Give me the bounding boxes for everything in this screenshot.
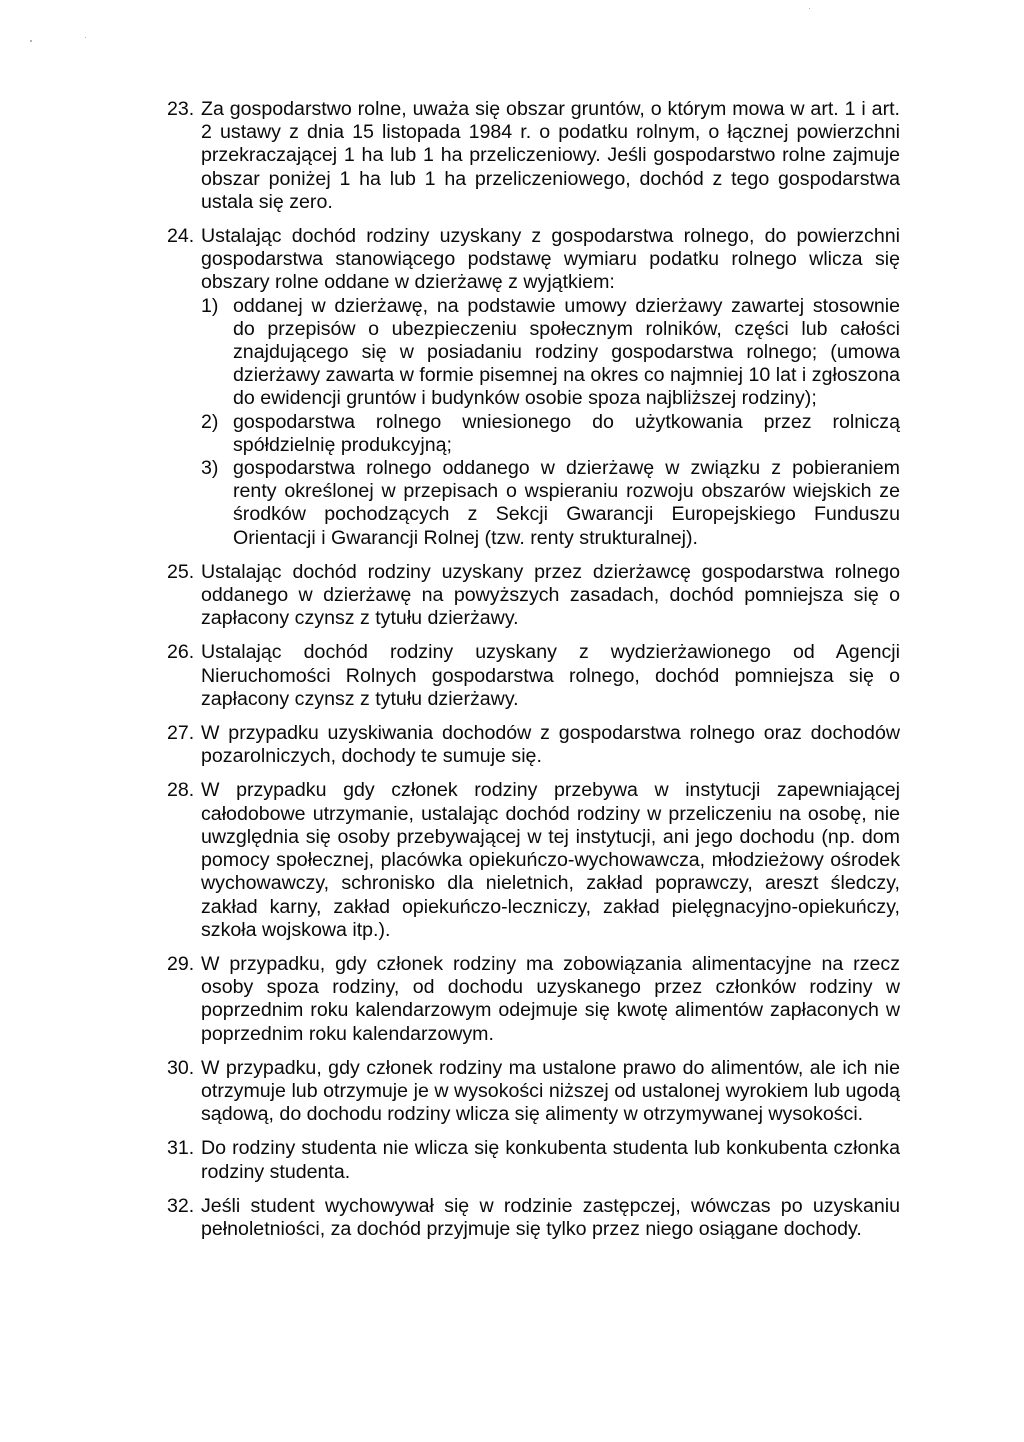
item-number: 28. xyxy=(167,779,195,802)
item-number: 26. xyxy=(167,641,195,664)
item-number: 30. xyxy=(167,1056,195,1079)
subitem-number: 2) xyxy=(201,410,219,433)
list-item-26 xyxy=(167,641,900,711)
scan-speck xyxy=(809,8,810,9)
item-text: Jeśli student wychowywał się w rodzinie zastępczej, wówczas po uzyskaniu pełnoletniości, za dochód przyjmuje się tylko przez niego osiągane dochody. xyxy=(201,1194,900,1240)
list-item-32 xyxy=(167,1195,900,1241)
item-number: 31. xyxy=(167,1137,195,1160)
list-item-23 xyxy=(167,98,900,214)
item-content xyxy=(201,225,900,550)
subitem-text: oddanej w dzierżawę, na podstawie umowy dzierżawy zawartej stosownie do przepisów o ubezpieczeniu społecznym rolników, części lub całości znajdującego się w posiadaniu rodziny gospodarstwa rolnego; (umowa dzierżawy zawarta w formie pisemnej na okres co najmniej 10 lat i zgłoszona do ewidencji gruntów i budynków osobie spoza najbliższej rodziny); xyxy=(233,294,900,410)
item-number: 24. xyxy=(167,225,195,248)
item-text: Do rodziny studenta nie wlicza się konkubenta studenta lub konkubenta członka rodziny studenta. xyxy=(201,1137,900,1183)
item-number: 32. xyxy=(167,1194,195,1217)
document-body xyxy=(167,98,900,1252)
item-text: Ustalając dochód rodziny uzyskany z gospodarstwa rolnego, do powierzchni gospodarstwa stanowiącego podstawę wymiaru podatku rolnego wlicza się obszary rolne oddane w dzierżawę z wyjątkiem: xyxy=(201,225,900,294)
sublist xyxy=(201,295,900,550)
item-text: W przypadku uzyskiwania dochodów z gospodarstwa rolnego oraz dochodów pozarolniczych, dochody te sumuje się. xyxy=(201,722,900,768)
subitem-number: 3) xyxy=(201,457,219,480)
item-text: Ustalając dochód rodziny uzyskany z wydzierżawionego od Agencji Nieruchomości Rolnych gospodarstwa rolnego, dochód pomniejsza się o zapłacony czynsz z tytułu dzierżawy. xyxy=(201,641,900,710)
item-text: W przypadku gdy członek rodziny przebywa w instytucji zapewniającej całodobowe utrzymanie, ustalając dochód rodziny w przeliczeniu na osobę, nie uwzględnia się osoby przebywającej w tej instytucji, ani jego dochodu (np. dom pomocy społecznej, placówka opiekuńczo-wychowawcza, młodzieżowy ośrodek wychowawczy, schronisko dla nieletnich, zakład poprawczy, areszt śledczy, zakład karny, zakład opiekuńczo-leczniczy, zakład pielęgnacyjno-opiekuńczy, szkoła wojskowa itp.). xyxy=(201,779,900,941)
subitem-3 xyxy=(201,457,900,550)
item-number: 29. xyxy=(167,952,195,975)
list-item-25 xyxy=(167,561,900,631)
item-number: 23. xyxy=(167,98,195,120)
item-text: W przypadku, gdy członek rodziny ma zobowiązania alimentacyjne na rzecz osoby spoza rodziny, od dochodu uzyskanego przez członków rodziny w poprzednim roku kalendarzowym odejmuje się kwotę alimentów zapłaconych w poprzednim roku kalendarzowym. xyxy=(201,952,900,1045)
subitem-text: gospodarstwa rolnego wniesionego do użytkowania przez rolniczą spółdzielnię produkcyjną; xyxy=(233,410,900,456)
subitem-1 xyxy=(201,295,900,411)
list-item-24 xyxy=(167,225,900,550)
item-number: 27. xyxy=(167,722,195,745)
item-number: 25. xyxy=(167,560,195,583)
list-item-31 xyxy=(167,1137,900,1183)
subitem-text: gospodarstwa rolnego oddanego w dzierżawę w związku z pobieraniem renty określonej w przepisach o wspieraniu rozwoju obszarów wiejskich ze środków pochodzących z Sekcji Gwarancji Europejskiego Funduszu Orientacji i Gwarancji Rolnej (tzw. renty strukturalnej). xyxy=(233,457,900,549)
subitem-2 xyxy=(201,411,900,457)
list-item-29 xyxy=(167,953,900,1046)
list-item-27 xyxy=(167,722,900,768)
list-item-30 xyxy=(167,1057,900,1127)
item-text: Za gospodarstwo rolne, uważa się obszar gruntów, o którym mowa w art. 1 i art. 2 ustawy z dnia 15 listopada 1984 r. o podatku rolnym, o łącznej powierzchni przekraczającej 1 ha lub 1 ha przeliczeniowy. Jeśli gospodarstwo rolne zajmuje obszar poniżej 1 ha lub 1 ha przeliczeniowego, dochód z tego gospodarstwa ustala się zero. xyxy=(201,98,900,213)
subitem-number: 1) xyxy=(201,294,219,317)
list-item-28 xyxy=(167,779,900,941)
scan-speck xyxy=(85,37,86,38)
item-text: Ustalając dochód rodziny uzyskany przez dzierżawcę gospodarstwa rolnego oddanego w dzierżawę na powyższych zasadach, dochód pomniejsza się o zapłacony czynsz z tytułu dzierżawy. xyxy=(201,560,900,630)
item-text: W przypadku, gdy członek rodziny ma ustalone prawo do alimentów, ale ich nie otrzymuje lub otrzymuje je w wysokości niższej od ustalonej wyrokiem lub ugodą sądową, do dochodu rodziny wlicza się alimenty w otrzymywanej wysokości. xyxy=(201,1056,900,1126)
scan-speck xyxy=(30,40,32,42)
